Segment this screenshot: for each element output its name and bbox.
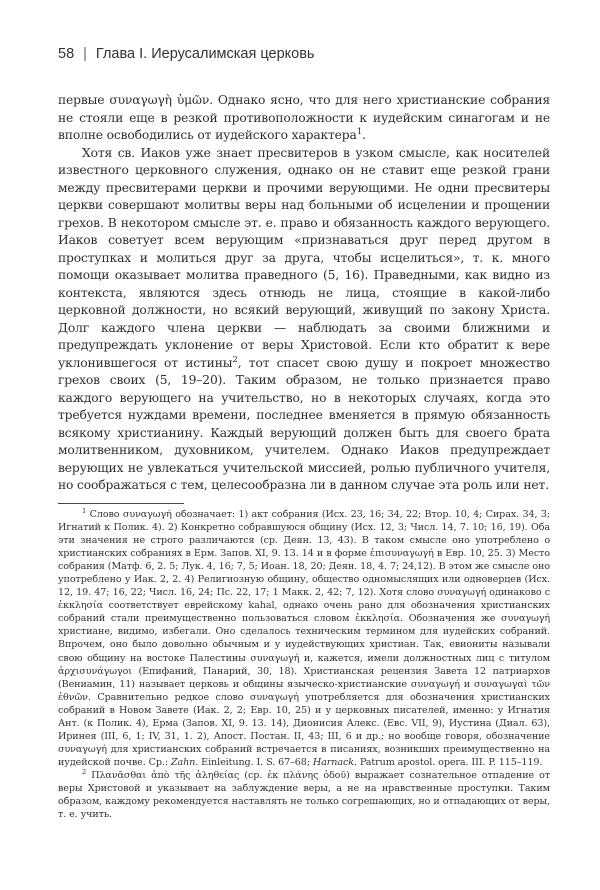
footnote-mark: 1 bbox=[82, 506, 87, 515]
paragraph: Хотя св. Иаков уже знает пресвитеров в узком смысле, как носителей известного церковного служения, однако он не ставит еще резкой грани между пресвитерами церкви и прочими верующими. Не одни пресвитеры церкви совершают молитвы веры над больными об исцелении и прощении грехов. В некотором смысле эт. е. право и обязанность каждого верующего. Иаков советует всем верующим «признаваться друг перед другом в проступках и молиться друг за друга, чтобы исцелиться», т. к. много помощи оказывает молитва праведного (5, 16). Праведными, как видно из контекста, являются здесь отнюдь не лица, стоящие в какой-либо церковной должности, но всякий верующий, живущий по закону Христа. Долг каждого члена церкви — наблюдать за своими ближними и предупреждать уклонение от веры Христовой. Если кто обратит к вере уклонившегося от истины$^2$, тот спасет свою душу и покроет множество грехов своих (5, 19–20). Таким образом, не только признается право каждого верующего на учительство, но в некоторых случаях, когда это требуется нуждами времени, последнее вменяется в прямую обязанность всякому христианину. Каждый верующий должен быть для своего брата молитвенником, духовником, учителем. Однако Иаков предупреждает верующих не увлекаться учительской миссией, ролью публичного учителя, но соображаться с тем, целесообразна ли в данном случае эта роль или нет. bbox=[58, 145, 550, 492]
footnote-divider bbox=[58, 503, 184, 504]
footnote-2: $^2$ Πλανᾶσθαι ἀπὸ τῆς ἀληθείας (ср. ἐκ πλάνης ὁδοῦ) выражает сознательное отпадение от веры Христовой и указывает на заблуждение веры, а не на нравственные проступки. Таким образом, каждому рекомендуется наставлять не только согрешающих, но и отпадающих от веры, т. е. учить. bbox=[58, 767, 550, 821]
footnote-1: $^1$ Слово συναγωγή обозначает: 1) акт собрания (Исх. 23, 16; 34, 22; Втор. 10, 4; Сирах. 34, 3; Игнатий к Полик. 4). 2) Конкретно собравшуюся общину (Исх. 12, 3; Числ. 14, 7. 10; 16, 19). Оба эти значения не строго различаются (ср. Деян. 13, 43). В таком смысле оно употреблено о христианских собраниях в Ерм. Запов. XI, 9. 13. 14 и в форме ἐπισυναγωγή в Евр. 10, 25. 3) Место собрания (Матф. 6, 2. 5; Лук. 4, 16; 7, 5; Иоан. 18, 20; Деян. 18, 4. 7; 24,12). В этом же смысле оно употреблено у Иак. 2, 2. 4) Религиозную общину, общество одномыслящих или одноверцев (Исх. 12, 19. 47; 16, 22; Числ. 16, 24; Пс. 22, 17; 1 Макк. 2, 42; 7, 12). Хотя слово συναγωγή одинаково с ἐκκλησία соответствует еврейскому kahal, однако очень рано для обозначения христианских собраний стали преимущественно пользоваться словом ἐκκλησία. Обозначения же συναγωγή христиане, видимо, избегали. Оно сделалось техническим термином для иудейских собраний. Впрочем, оно было довольно обычным и у иудействующих христиан. Так, евиониты называли свою общину на востоке Палестины συναγωγή и, кажется, имели должностных лиц с титулом ἀρχισυνάγωγοι (Епифаний, Панарий, 30, 18). Христианская рецензия Завета 12 патриархов (Вениамин, 11) называет церковь и общины язычеcко-христианские συναγωγή и συναγωγαὶ τῶν ἐθνῶν. Сравнительно редкое слово συναγωγή употребляется для обозначения христианских собраний в Новом Завете (Иак. 2, 2; Евр. 10, 25) и у церковных писателей, именно: у Игнатия Ант. (к Полик. 4), Ерма (Запов. XI, 9. 13. 14), Дионисия Алекс. (Евс. VII, 9), Иустина (Диал. 63), Иринея (III, 6, 1; IV, 31, 1. 2), Апост. Постан. II, 43; III, 6 и др.; но вообще говоря, обозначение συναγωγή для христианских собраний встречается в писаниях, возникших преимущественно на иудейской почве. Ср.: Zahn. Einleitung. I. S. 67–68; Harnack. Patrum apostol. opera. III. P. 115–119. bbox=[58, 506, 550, 768]
page-number: 58 bbox=[58, 46, 75, 62]
paragraph: первые συναγωγὴ ὑμῶν. Однако ясно, что для него христианские собрания не стояли еще в резкой противоположности к иудейским синагогам и не вполне освободились от иудейского характера$^1$. bbox=[58, 93, 550, 142]
chapter-title: Глава I. Иерусалимская церковь bbox=[95, 46, 315, 62]
footnotes bbox=[58, 508, 550, 821]
header-separator: | bbox=[83, 46, 87, 62]
main-text bbox=[58, 92, 550, 495]
running-header bbox=[58, 46, 548, 70]
footnote-mark: 2 bbox=[82, 767, 87, 776]
footnote-ref-1[interactable]: 1 bbox=[356, 126, 363, 137]
footnote-ref-2[interactable]: 2 bbox=[232, 354, 238, 365]
